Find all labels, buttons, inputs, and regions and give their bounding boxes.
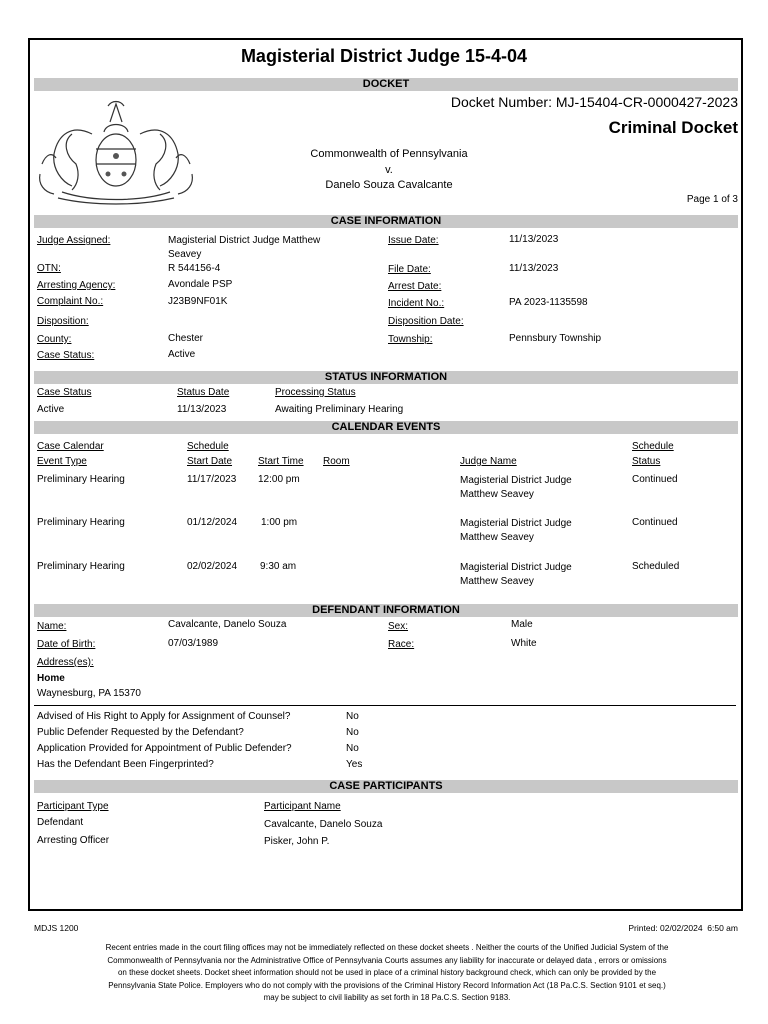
complaint-number-label: Complaint No.: xyxy=(37,296,104,307)
event-status: Continued xyxy=(632,474,678,485)
race-value: White xyxy=(511,638,537,649)
arrest-date-label: Arrest Date: xyxy=(388,281,442,292)
complaint-number-value: J23B9NF01K xyxy=(168,296,228,307)
judge-assigned-value-cont: Seavey xyxy=(168,249,202,260)
cal-col-case-calendar: Case Calendar xyxy=(37,441,104,452)
participant-col-type: Participant Type xyxy=(37,801,109,812)
event-status: Continued xyxy=(632,517,678,528)
file-date-value: 11/13/2023 xyxy=(509,263,559,274)
cal-col-schedule: Schedule xyxy=(187,441,229,452)
case-status-label: Case Status: xyxy=(37,350,95,361)
disclaimer-line: on these docket sheets. Docket sheet information should not be used in place of a criminal history background check, which can only be provided by the xyxy=(117,968,657,977)
question-fingerprinted: Has the Defendant Been Fingerprinted? xyxy=(37,759,214,770)
event-type: Preliminary Hearing xyxy=(37,474,125,485)
disclaimer xyxy=(62,942,712,1005)
event-time: 9:30 am xyxy=(260,561,297,572)
disposition-label: Disposition: xyxy=(37,316,89,327)
cal-col-event-type: Event Type xyxy=(37,456,87,467)
disclaimer-line: Pennsylvania State Police. Employers who do not comply with the provisions of the Criminal History Record Information Act (18 Pa.C.S. Section 9101 et seq.) xyxy=(108,980,666,990)
event-status: Scheduled xyxy=(632,561,680,572)
judge-assigned-label: Judge Assigned: xyxy=(37,235,111,246)
calendar-events-bar: CALENDAR EVENTS xyxy=(34,421,738,434)
form-id: MDJS 1200 xyxy=(34,923,79,933)
answer-application: No xyxy=(346,743,359,754)
answer-public-defender: No xyxy=(346,727,359,738)
issue-date-label: Issue Date: xyxy=(388,235,439,246)
address-value: Waynesburg, PA 15370 xyxy=(37,688,141,699)
caption-line-2: v. xyxy=(385,164,393,176)
event-judge: Magisterial District Judge xyxy=(460,562,572,573)
page-number: Page 1 of 3 xyxy=(686,194,738,205)
answer-fingerprinted: Yes xyxy=(346,759,363,770)
event-date: 02/02/2024 xyxy=(187,561,238,572)
docket-section-bar: DOCKET xyxy=(34,78,738,91)
township-value: Pennsbury Township xyxy=(509,333,602,344)
township-label: Township: xyxy=(388,334,433,345)
race-label: Race: xyxy=(388,639,415,650)
sex-label: Sex: xyxy=(388,621,409,632)
question-public-defender: Public Defender Requested by the Defendant? xyxy=(37,727,244,738)
event-date: 11/17/2023 xyxy=(187,474,237,485)
event-judge-cont: Matthew Seavey xyxy=(460,576,534,587)
docket-number: Docket Number: MJ-15404-CR-0000427-2023 xyxy=(450,94,738,110)
participant-name: Cavalcante, Danelo Souza xyxy=(264,819,383,830)
caption-line-3: Danelo Souza Cavalcante xyxy=(325,179,453,191)
event-judge: Magisterial District Judge xyxy=(460,475,572,486)
case-information-bar: CASE INFORMATION xyxy=(34,215,738,228)
event-judge-cont: Matthew Seavey xyxy=(460,532,534,543)
cal-col-schedule-2: Schedule xyxy=(632,441,674,452)
disclaimer-line: may be subject to civil liability as set forth in 18 Pa.C.S. Section 9183. xyxy=(263,993,511,1002)
sex-value: Male xyxy=(511,619,533,630)
defendant-name-value: Cavalcante, Danelo Souza xyxy=(168,619,287,630)
otn-label: OTN: xyxy=(37,263,61,274)
county-label: County: xyxy=(37,334,72,345)
event-date: 01/12/2024 xyxy=(187,517,238,528)
case-status-value: Active xyxy=(168,349,196,360)
disclaimer-line: Recent entries made in the court filing offices may not be immediately reflected on these docket sheets . Neither the courts of the Unified Judicial System of the xyxy=(105,943,669,952)
status-row-processing: Awaiting Preliminary Hearing xyxy=(275,404,404,415)
participant-col-name: Participant Name xyxy=(264,801,341,812)
defendant-information-bar: DEFENDANT INFORMATION xyxy=(34,604,738,617)
judge-assigned-value: Magisterial District Judge Matthew xyxy=(168,235,321,246)
event-type: Preliminary Hearing xyxy=(37,561,125,572)
event-judge: Magisterial District Judge xyxy=(460,518,572,529)
defendant-name-label: Name: xyxy=(37,621,67,632)
page-title: Magisterial District Judge 15-4-04 xyxy=(240,46,528,66)
answer-counsel: No xyxy=(346,711,359,722)
disposition-date-label: Disposition Date: xyxy=(388,316,464,327)
cal-col-status: Status xyxy=(632,456,661,467)
status-information-bar: STATUS INFORMATION xyxy=(34,371,738,384)
question-application: Application Provided for Appointment of Public Defender? xyxy=(37,743,292,754)
disclaimer-line: Commonwealth of Pennsylvania nor the Administrative Office of Pennsylvania Courts assumes any liability for inaccurate or delayed data , errors or omissions xyxy=(107,955,667,965)
cal-col-room: Room xyxy=(323,456,350,467)
event-time: 1:00 pm xyxy=(261,517,298,528)
status-col-status-date: Status Date xyxy=(177,387,230,398)
address-label: Address(es): xyxy=(37,657,94,668)
defendant-divider xyxy=(34,705,736,706)
cal-col-judge-name: Judge Name xyxy=(460,456,517,467)
event-judge-cont: Matthew Seavey xyxy=(460,489,534,500)
status-col-processing: Processing Status xyxy=(275,387,356,398)
arresting-agency-label: Arresting Agency: xyxy=(37,280,116,291)
address-type: Home xyxy=(37,673,65,684)
issue-date-value: 11/13/2023 xyxy=(509,234,559,245)
participant-type: Arresting Officer xyxy=(37,835,110,846)
status-row-status: Active xyxy=(37,404,65,415)
printed-timestamp: Printed: 02/02/2024 6:50 am xyxy=(628,923,738,933)
dob-value: 07/03/1989 xyxy=(168,638,219,649)
case-participants-bar: CASE PARTICIPANTS xyxy=(34,780,738,793)
incident-number-value: PA 2023-1135598 xyxy=(509,297,588,308)
participant-name: Pisker, John P. xyxy=(264,836,330,847)
dob-label: Date of Birth: xyxy=(37,639,96,650)
event-type: Preliminary Hearing xyxy=(37,517,125,528)
otn-value: R 544156-4 xyxy=(168,263,221,274)
status-row-date: 11/13/2023 xyxy=(177,404,227,415)
cal-col-start-date: Start Date xyxy=(187,456,233,467)
question-counsel: Advised of His Right to Apply for Assignment of Counsel? xyxy=(37,711,291,722)
event-time: 12:00 pm xyxy=(258,474,300,485)
participant-type: Defendant xyxy=(37,817,84,828)
caption-line-1: Commonwealth of Pennsylvania xyxy=(310,148,468,160)
cal-col-start-time: Start Time xyxy=(258,456,304,467)
status-col-case-status: Case Status xyxy=(37,387,92,398)
incident-number-label: Incident No.: xyxy=(388,298,445,309)
arresting-agency-value: Avondale PSP xyxy=(168,279,233,290)
county-value: Chester xyxy=(168,333,204,344)
docket-type: Criminal Docket xyxy=(608,118,738,137)
file-date-label: File Date: xyxy=(388,264,431,275)
